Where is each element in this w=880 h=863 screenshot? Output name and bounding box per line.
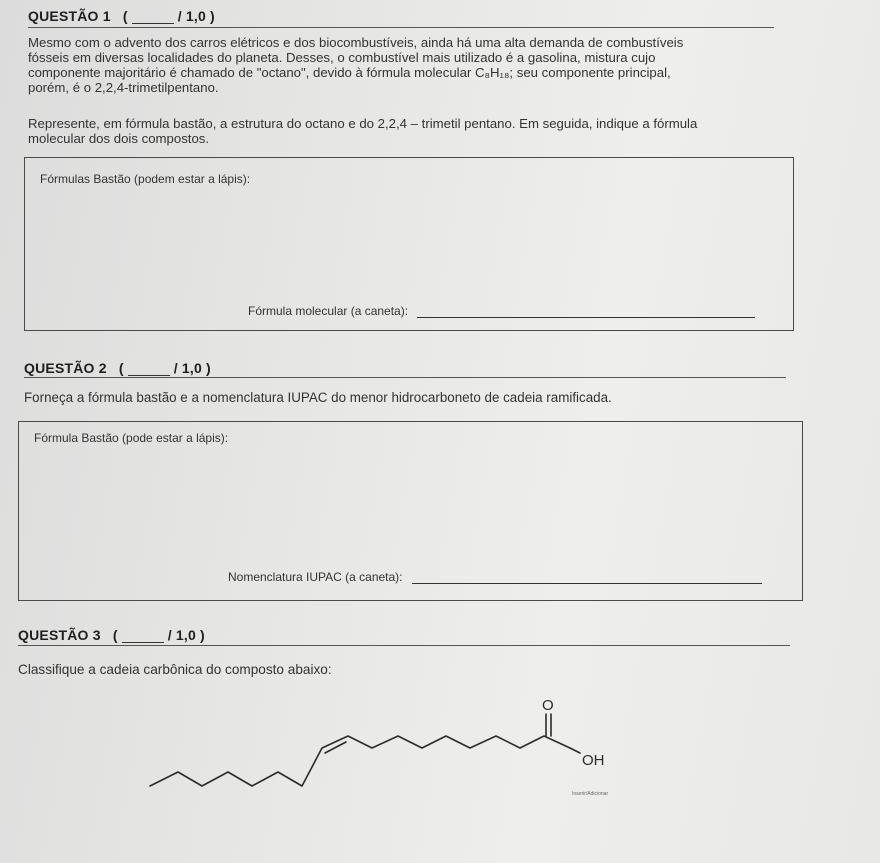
q3-score-open: ( — [112, 627, 118, 643]
hydroxyl-bond — [570, 748, 580, 753]
q2-answer-label: Nomenclatura IUPAC (a caneta): — [228, 570, 403, 584]
q1-para1-line-2: fósseis em diversas localidades do planeta. Desses, o combustível mais utilizado é a gasolina, mistura cujo — [28, 50, 656, 65]
carbon-chain — [150, 714, 580, 786]
oxygen-label: O — [542, 697, 554, 714]
q2-header — [24, 360, 211, 376]
q1-paragraph-2 — [28, 116, 798, 146]
q1-answer-row — [248, 304, 755, 318]
q3-paragraph: Classifique a cadeia carbônica do composto abaixo: — [18, 662, 332, 677]
q3-skeletal-structure — [140, 690, 660, 810]
q2-divider — [24, 377, 786, 378]
q3-title: QUESTÃO 3 — [18, 627, 101, 643]
hydroxyl-label: OH — [582, 752, 605, 769]
q3-score-close: / 1,0 ) — [167, 627, 205, 643]
q1-answer-line[interactable] — [417, 305, 755, 318]
q1-para2-line-1: Represente, em fórmula bastão, a estrutura do octano e do 2,2,4 – trimetil pentano. Em seguida, indique a fórmula — [28, 116, 698, 131]
q2-box-label: Fórmula Bastão (pode estar a lápis): — [34, 431, 229, 445]
q1-score-blank[interactable] — [132, 23, 174, 24]
double-bond-chain-line — [325, 742, 346, 753]
q2-score-blank[interactable] — [128, 375, 170, 376]
q3-score-blank[interactable] — [122, 642, 164, 643]
q2-title: QUESTÃO 2 — [24, 360, 107, 376]
structure-caption: Inserir/Adicionar — [572, 791, 609, 797]
q1-para1-line-1: Mesmo com o advento dos carros elétricos e dos biocombustíveis, ainda há uma alta demanda de combustíveis — [28, 35, 684, 50]
q2-score-open: ( — [118, 360, 124, 376]
q1-answer-label: Fórmula molecular (a caneta): — [248, 304, 409, 318]
q1-header — [28, 8, 215, 24]
q1-divider — [28, 27, 774, 28]
q1-para2-line-2: molecular dos dois compostos. — [28, 131, 210, 146]
q1-para1-line-3: componente majoritário é chamado de "octano", devido à fórmula molecular C₈H₁₈; seu componente principal, — [28, 65, 671, 80]
q2-answer-row — [228, 570, 762, 584]
q2-answer-line[interactable] — [412, 571, 762, 584]
q1-score-close: / 1,0 ) — [177, 8, 215, 24]
q1-title: QUESTÃO 1 — [28, 8, 111, 24]
chain-bonds — [150, 736, 570, 786]
q1-paragraph-1 — [28, 35, 788, 95]
q1-score-open: ( — [122, 8, 128, 24]
q2-score-close: / 1,0 ) — [173, 360, 211, 376]
q1-para1-line-4: porém, é o 2,2,4-trimetilpentano. — [28, 80, 219, 95]
q3-divider — [18, 645, 790, 646]
q2-paragraph: Forneça a fórmula bastão e a nomenclatura IUPAC do menor hidrocarboneto de cadeia ramificada. — [24, 390, 612, 405]
q3-header — [18, 627, 205, 643]
q1-box-label: Fórmulas Bastão (podem estar a lápis): — [40, 172, 251, 186]
